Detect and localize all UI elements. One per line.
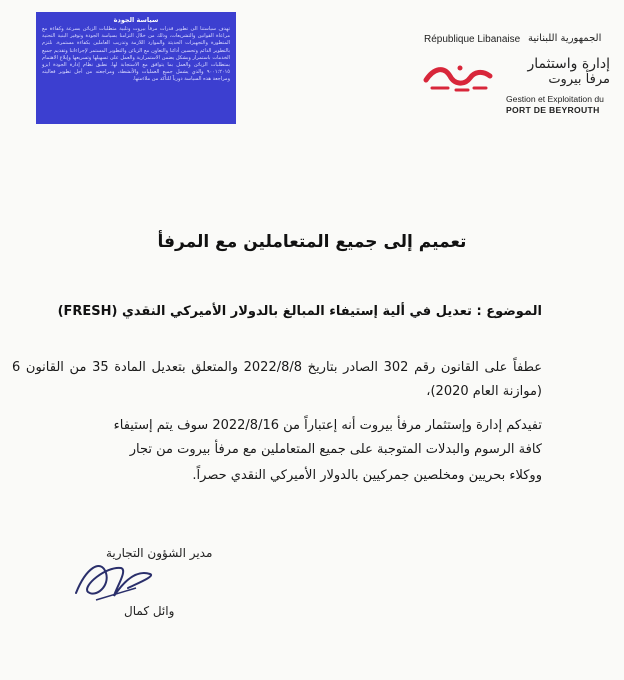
quality-policy-box bbox=[36, 12, 236, 124]
signatory-name: وائل كمال bbox=[124, 604, 175, 618]
org-name-fr bbox=[506, 94, 616, 116]
paragraph-body-line2: كافة الرسوم والبدلات المتوجبة على جميع المتعاملين مع مرفأ بيروت من تجار bbox=[129, 442, 542, 457]
org-ar-line1: إدارة واستثمار bbox=[527, 56, 610, 72]
org-fr-line1: Gestion et Exploitation du bbox=[506, 94, 604, 104]
quality-policy-title: سياسة الجودة bbox=[113, 16, 159, 24]
paragraph-reference: عطفاً على القانون رقم 302 الصادر بتاريخ 2022/8/8 والمتعلق بتعديل المادة 35 من القانون 6 (موازنة العام 2020)، bbox=[12, 360, 543, 399]
circular-title: تعميم إلى جميع المتعاملين مع المرفأ bbox=[157, 232, 467, 252]
quality-policy-text: تهدف سياستنا الى تطوير قدرات مرفأ بيروت وتلبية متطلبات الزبائن بسرعة وكفاءة مع مراعاة القوانين والتشريعات، وذلك من خلال التزامنا بسياسة الجودة وتوفير البنية التحتية المتطورة والتجهيزات الحديثة والموارد اللازمة وتدريب العاملين بكفاءة مستمرة. نلتزم بالتطوير الدائم وتحسين أدائنا والتعاون مع الزبائن والتطوير المستمر لإجراءاتنا وتقديم جميع الخدمات باستمرار وبشكل يضمن الاستمرارية والعمل على تسهيلها وتسريعها وإبلاغ الاهتمام بمتطلبات الزبائن والعمل بما يتوافق مع الاستجابة لها. نطبق نظام إدارة الجودة ايزو ٩٠٠١:٢٠١٥ والذي يشمل جميع العمليات والأنشطة، ومراجعته من أجل تطوير فعاليته ومراجعة هذه السياسة دورياً للتأكد من ملاءمتها. bbox=[42, 26, 230, 83]
subject-line: الموضوع : تعديل في ألية إستيفاء المبالغ بالدولار الأميركي النقدي (FRESH) bbox=[57, 304, 542, 319]
org-ar-line2: مرفأ بيروت bbox=[548, 72, 610, 87]
port-logo-icon bbox=[420, 58, 500, 98]
org-name-ar bbox=[500, 56, 610, 88]
paragraph-body-line1: تفيدكم إدارة وإستثمار مرفأ بيروت أنه إعتباراً من 2022/8/16 سوف يتم إستيفاء bbox=[113, 418, 542, 433]
signatory-title: مدير الشؤون التجارية bbox=[106, 546, 213, 560]
org-fr-line2: PORT DE BEYROUTH bbox=[506, 105, 600, 115]
republic-fr: République Libanaise bbox=[424, 34, 521, 45]
republic-ar: الجمهورية اللبنانية bbox=[528, 33, 602, 44]
paragraph-body-line3: ووكلاء بحريين ومخلصين جمركيين بالدولار الأميركي النقدي حصراً. bbox=[192, 468, 542, 483]
handwritten-signature bbox=[66, 548, 166, 608]
